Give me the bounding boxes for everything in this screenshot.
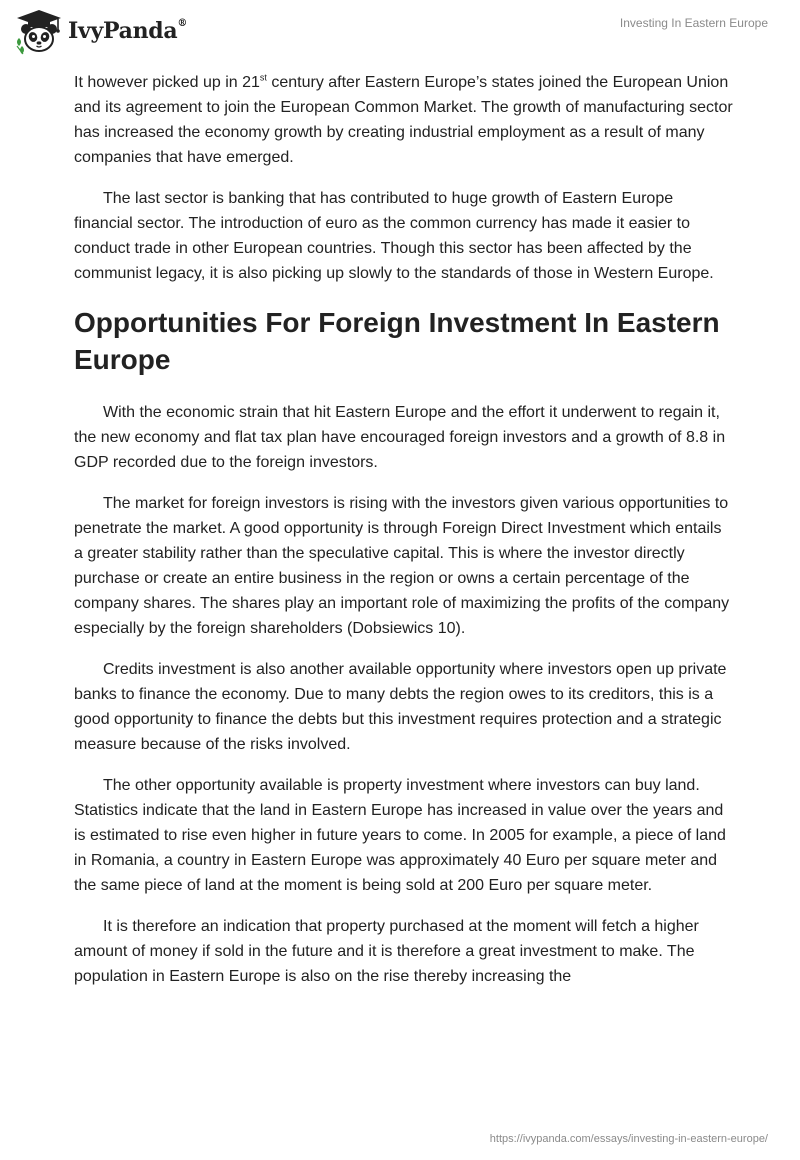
panda-graduate-icon bbox=[14, 8, 64, 56]
paragraph: The market for foreign investors is rising with the investors given various opportunities to penetrate the market. A good opportunity is through Foreign Direct Investment which entails a greater stability rather than the speculative capital. This is where the investor directly purchase or create an entire business in the region or owns a certain percentage of the company shares. The shares play an important role of maximizing the profits of the company especially by the foreign shareholders (Dobsiewics 10). bbox=[74, 495, 730, 637]
paragraph: It is therefore an indication that property purchased at the moment will fetch a higher amount of money if sold in the future and it is therefore a great investment to make. The population in Eastern Europe is also on the rise thereby increasing the bbox=[74, 918, 699, 985]
section-heading: Opportunities For Foreign Investment In Eastern Europe bbox=[74, 307, 720, 375]
logo-wordmark: IvyPanda® bbox=[68, 17, 188, 44]
source-url[interactable]: https://ivypanda.com/essays/investing-in-eastern-europe/ bbox=[489, 1133, 768, 1145]
ivypanda-logo[interactable] bbox=[14, 8, 187, 56]
document-title: Investing In Eastern Europe bbox=[619, 16, 768, 30]
paragraph: Credits investment is also another available opportunity where investors open up private banks to finance the economy. Due to many debts the region owes to its creditors, this is a good opportunity to finance the debts but this investment requires protection and a strategic measure because of the risks involved. bbox=[74, 661, 727, 753]
page-header bbox=[0, 0, 800, 60]
paragraph: With the economic strain that hit Eastern Europe and the effort it underwent to regain it, the new economy and flat tax plan have encouraged foreign investors and a growth of 8.8 in GDP recorded due to the foreign investors. bbox=[74, 404, 726, 471]
essay-content bbox=[74, 70, 734, 1005]
paragraph: The last sector is banking that has contributed to huge growth of Eastern Europe financial sector. The introduction of euro as the common currency has made it easier to conduct trade in other European countries. Though this sector has been affected by the communist legacy, it is also picking up slowly to the standards of those in Western Europe. bbox=[74, 190, 714, 282]
paragraph: It however picked up in 21st century after Eastern Europe’s states joined the European Union and its agreement to join the European Common Market. The growth of manufacturing sector has increased the economy growth by creating industrial employment as a result of many companies that have emerged. bbox=[74, 72, 733, 166]
paragraph: The other opportunity available is property investment where investors can buy land. Statistics indicate that the land in Eastern Europe has increased in value over the years and is estimated to rise even higher in future years to come. In 2005 for example, a piece of land in Romania, a country in Eastern Europe was approximately 40 Euro per square meter and the same piece of land at the moment is being sold at 200 Euro per square meter. bbox=[74, 777, 726, 894]
